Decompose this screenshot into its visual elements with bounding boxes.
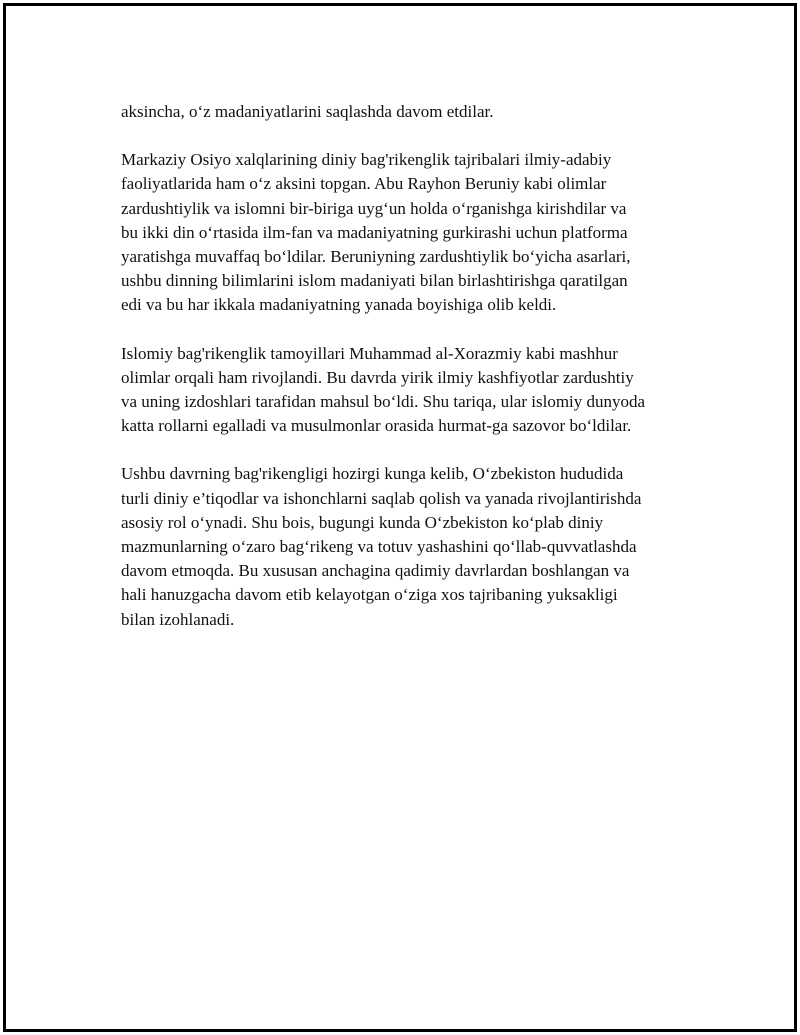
document-body xyxy=(121,100,681,656)
paragraph-line: edi va bu har ikkala madaniyatning yanada boyishiga olib keldi. xyxy=(121,295,557,315)
paragraph-line: faoliyatlarida ham o‘z aksini topgan. Abu Rayhon Beruniy kabi olimlar xyxy=(121,174,607,194)
paragraph-line: va uning izdoshlari tarafidan mahsul bo‘ldi. Shu tariqa, ular islomiy dunyoda xyxy=(121,392,646,412)
paragraph-1 xyxy=(121,100,681,124)
paragraph-3 xyxy=(121,342,681,439)
paragraph-line: yaratishga muvaffaq bo‘ldilar. Beruniyning zardushtiylik bo‘yicha asarlari, xyxy=(121,247,631,267)
paragraph-line: asosiy rol o‘ynadi. Shu bois, bugungi kunda O‘zbekiston ko‘plab diniy xyxy=(121,512,604,532)
paragraph-line: bilan izohlanadi. xyxy=(121,609,235,629)
paragraph-4 xyxy=(121,462,681,631)
paragraph-line: Islomiy bag'rikenglik tamoyillari Muhammad al-Xorazmiy kabi mashhur xyxy=(121,343,618,363)
paragraph-line: Ushbu davrning bag'rikengligi hozirgi kunga kelib, O‘zbekiston hududida xyxy=(121,464,624,484)
paragraph-line: aksincha, o‘z madaniyatlarini saqlashda davom etdilar. xyxy=(121,102,494,121)
paragraph-line: bu ikki din o‘rtasida ilm-fan va madaniyatning gurkirashi uchun platforma xyxy=(121,222,628,242)
paragraph-line: Markaziy Osiyo xalqlarining diniy bag'rikenglik tajribalari ilmiy-adabiy xyxy=(121,150,612,170)
paragraph-line: ushbu dinning bilimlarini islom madaniyati bilan birlashtirishga qaratilgan xyxy=(121,271,628,291)
paragraph-line: zardushtiylik va islomni bir-biriga uyg‘un holda o‘rganishga kirishdilar va xyxy=(121,198,627,218)
paragraph-2 xyxy=(121,148,681,317)
paragraph-line: hali hanuzgacha davom etib kelayotgan o‘ziga xos tajribaning yuksakligi xyxy=(121,585,618,605)
paragraph-line: davom etmoqda. Bu xususan anchagina qadimiy davrlardan boshlangan va xyxy=(121,561,630,581)
paragraph-line: olimlar orqali ham rivojlandi. Bu davrda yirik ilmiy kashfiyotlar zardushtiy xyxy=(121,367,634,387)
page-frame xyxy=(3,3,797,1032)
paragraph-line: mazmunlarning o‘zaro bag‘rikeng va totuv yashashini qo‘llab-quvvatlashda xyxy=(121,537,637,557)
paragraph-line: katta rollarni egalladi va musulmonlar orasida hurmat-ga sazovor bo‘ldilar. xyxy=(121,416,632,436)
paragraph-line: turli diniy e’tiqodlar va ishonchlarni saqlab qolish va yanada rivojlantirishda xyxy=(121,488,642,508)
